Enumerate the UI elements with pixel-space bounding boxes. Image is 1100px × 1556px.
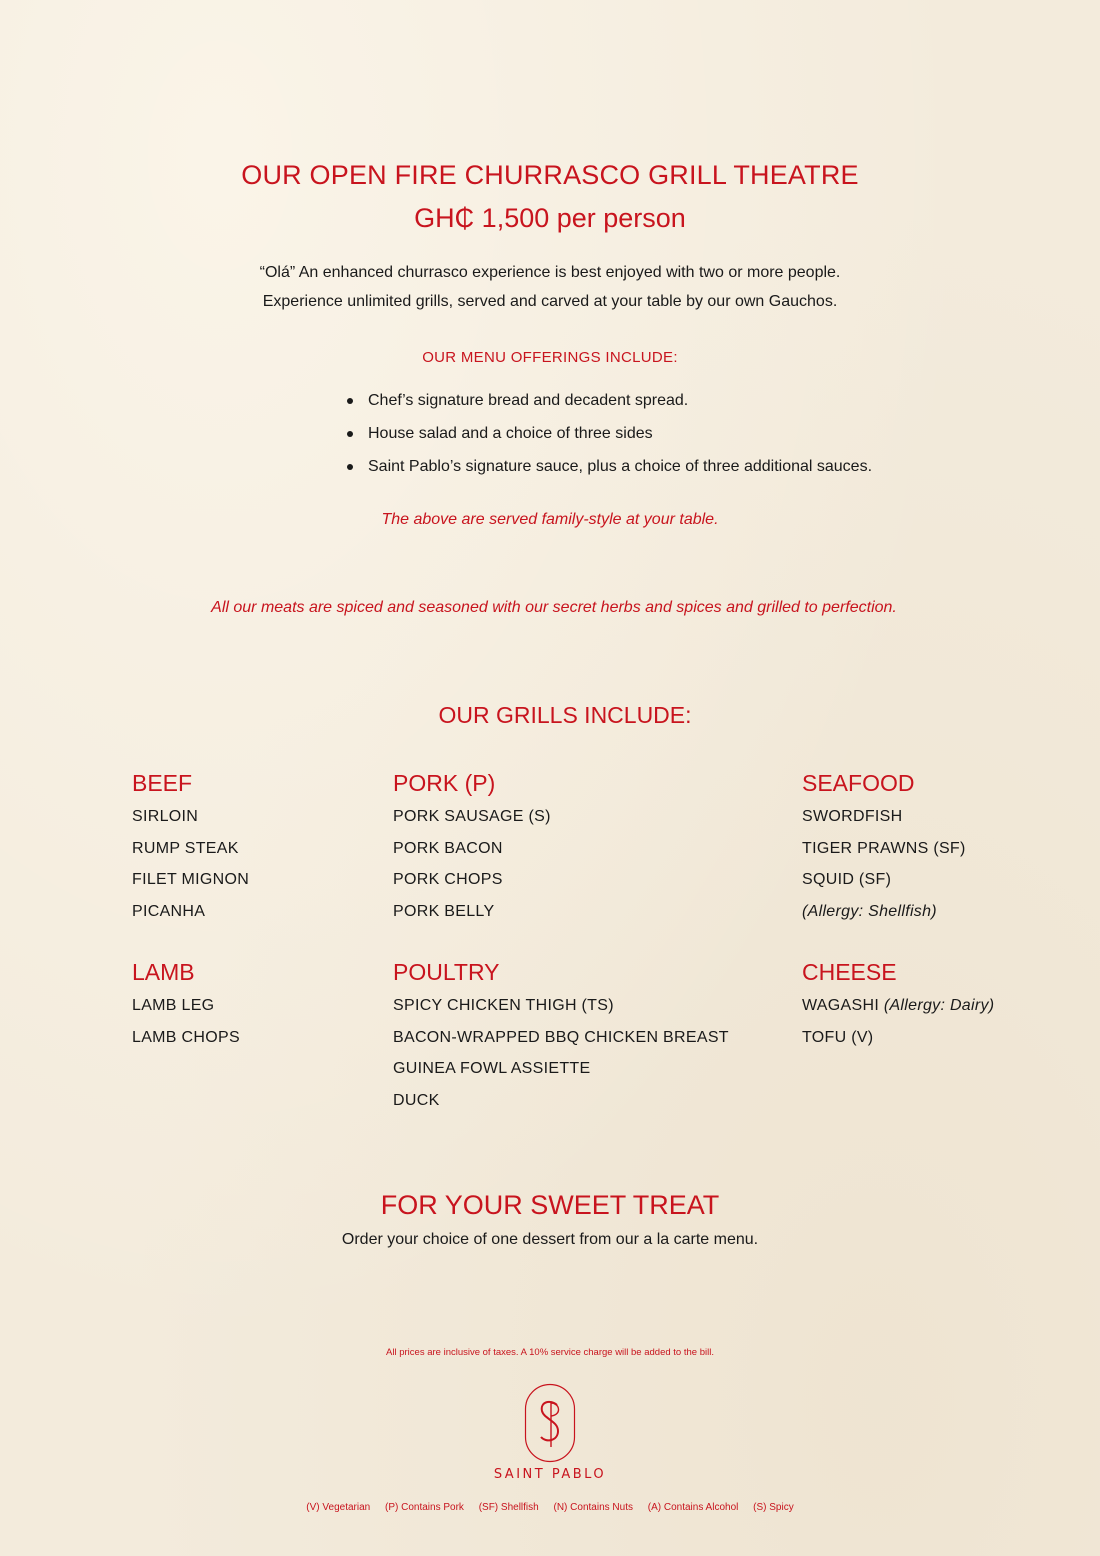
- menu-item: BACON-WRAPPED BBQ CHICKEN BREAST: [393, 1028, 729, 1046]
- logo-wordmark: SAINT PABLO: [493, 1467, 607, 1482]
- legend-item: (A) Contains Alcohol: [647, 1502, 739, 1513]
- page-title: OUR OPEN FIRE CHURRASCO GRILL THEATRE: [241, 160, 859, 190]
- legend-item: (V) Vegetarian: [306, 1502, 371, 1513]
- category-title: BEEF: [132, 770, 193, 796]
- menu-item: TIGER PRAWNS (SF): [802, 839, 966, 857]
- menu-item: [802, 996, 994, 1028]
- category-title: CHEESE: [802, 959, 897, 985]
- category-title: LAMB: [132, 959, 195, 985]
- offerings-heading: OUR MENU OFFERINGS INCLUDE:: [422, 349, 678, 366]
- intro-line-2: Experience unlimited grills, served and carved at your table by our own Gauchos.: [262, 293, 838, 310]
- sweet-treat-heading: FOR YOUR SWEET TREAT: [380, 1190, 720, 1220]
- menu-item: LAMB CHOPS: [132, 1028, 240, 1046]
- menu-item: PICANHA: [132, 902, 206, 920]
- offerings-list: [344, 388, 984, 487]
- menu-item: SIRLOIN: [132, 808, 199, 825]
- price-per-person: GH₵ 1,500 per person: [414, 203, 686, 233]
- allergy-note: [802, 902, 966, 934]
- category-title: SEAFOOD: [802, 770, 915, 796]
- menu-item: DUCK: [393, 1091, 440, 1109]
- allergy-text: (Allergy: Dairy): [883, 997, 995, 1014]
- menu-item: SWORDFISH: [802, 808, 903, 825]
- list-item: House salad and a choice of three sides: [344, 421, 984, 454]
- grills-heading: OUR GRILLS INCLUDE:: [438, 702, 692, 728]
- category-lamb: [132, 957, 240, 1059]
- menu-item: RUMP STEAK: [132, 839, 239, 857]
- dietary-legend: [0, 1502, 1100, 1513]
- menu-item: GUINEA FOWL ASSIETTE: [393, 1060, 591, 1078]
- tax-note: All prices are inclusive of taxes. A 10% service charge will be added to the bill.: [386, 1347, 714, 1358]
- category-cheese: [802, 957, 994, 1059]
- category-seafood: [802, 768, 966, 933]
- menu-item: SPICY CHICKEN THIGH (TS): [393, 997, 614, 1014]
- category-poultry: [393, 957, 729, 1122]
- sweet-treat-text: Order your choice of one dessert from our a la carte menu.: [341, 1231, 759, 1248]
- menu-item: PORK SAUSAGE (S): [393, 808, 551, 825]
- menu-item: SQUID (SF): [802, 871, 892, 889]
- menu-item: LAMB LEG: [132, 997, 215, 1014]
- intro-line-1: “Olá” An enhanced churrasco experience is best enjoyed with two or more people.: [259, 264, 841, 281]
- family-style-note: The above are served family-style at your table.: [381, 511, 719, 528]
- list-item: Saint Pablo’s signature sauce, plus a choice of three additional sauces.: [344, 454, 984, 487]
- menu-item: PORK BACON: [393, 839, 503, 857]
- saint-pablo-logo-icon: [524, 1383, 576, 1463]
- category-title: PORK (P): [393, 770, 496, 796]
- menu-item: PORK BELLY: [393, 902, 495, 920]
- category-title: POULTRY: [393, 959, 500, 985]
- menu-item: PORK CHOPS: [393, 871, 503, 889]
- category-pork: [393, 768, 551, 933]
- category-beef: [132, 768, 249, 933]
- menu-item: FILET MIGNON: [132, 871, 250, 889]
- allergy-text: (Allergy: Shellfish): [802, 902, 937, 920]
- legend-item: (S) Spicy: [753, 1502, 794, 1513]
- legend-item: (N) Contains Nuts: [553, 1502, 633, 1513]
- list-item: Chef’s signature bread and decadent spread.: [344, 388, 984, 421]
- wagashi-label: WAGASHI: [802, 997, 884, 1014]
- legend-item: (P) Contains Pork: [385, 1502, 464, 1513]
- menu-item: TOFU (V): [802, 1028, 874, 1046]
- spiced-note: All our meats are spiced and seasoned with our secret herbs and spices and grilled to perfection.: [211, 599, 897, 616]
- legend-item: (SF) Shellfish: [478, 1502, 539, 1513]
- intro-text: [0, 258, 1100, 316]
